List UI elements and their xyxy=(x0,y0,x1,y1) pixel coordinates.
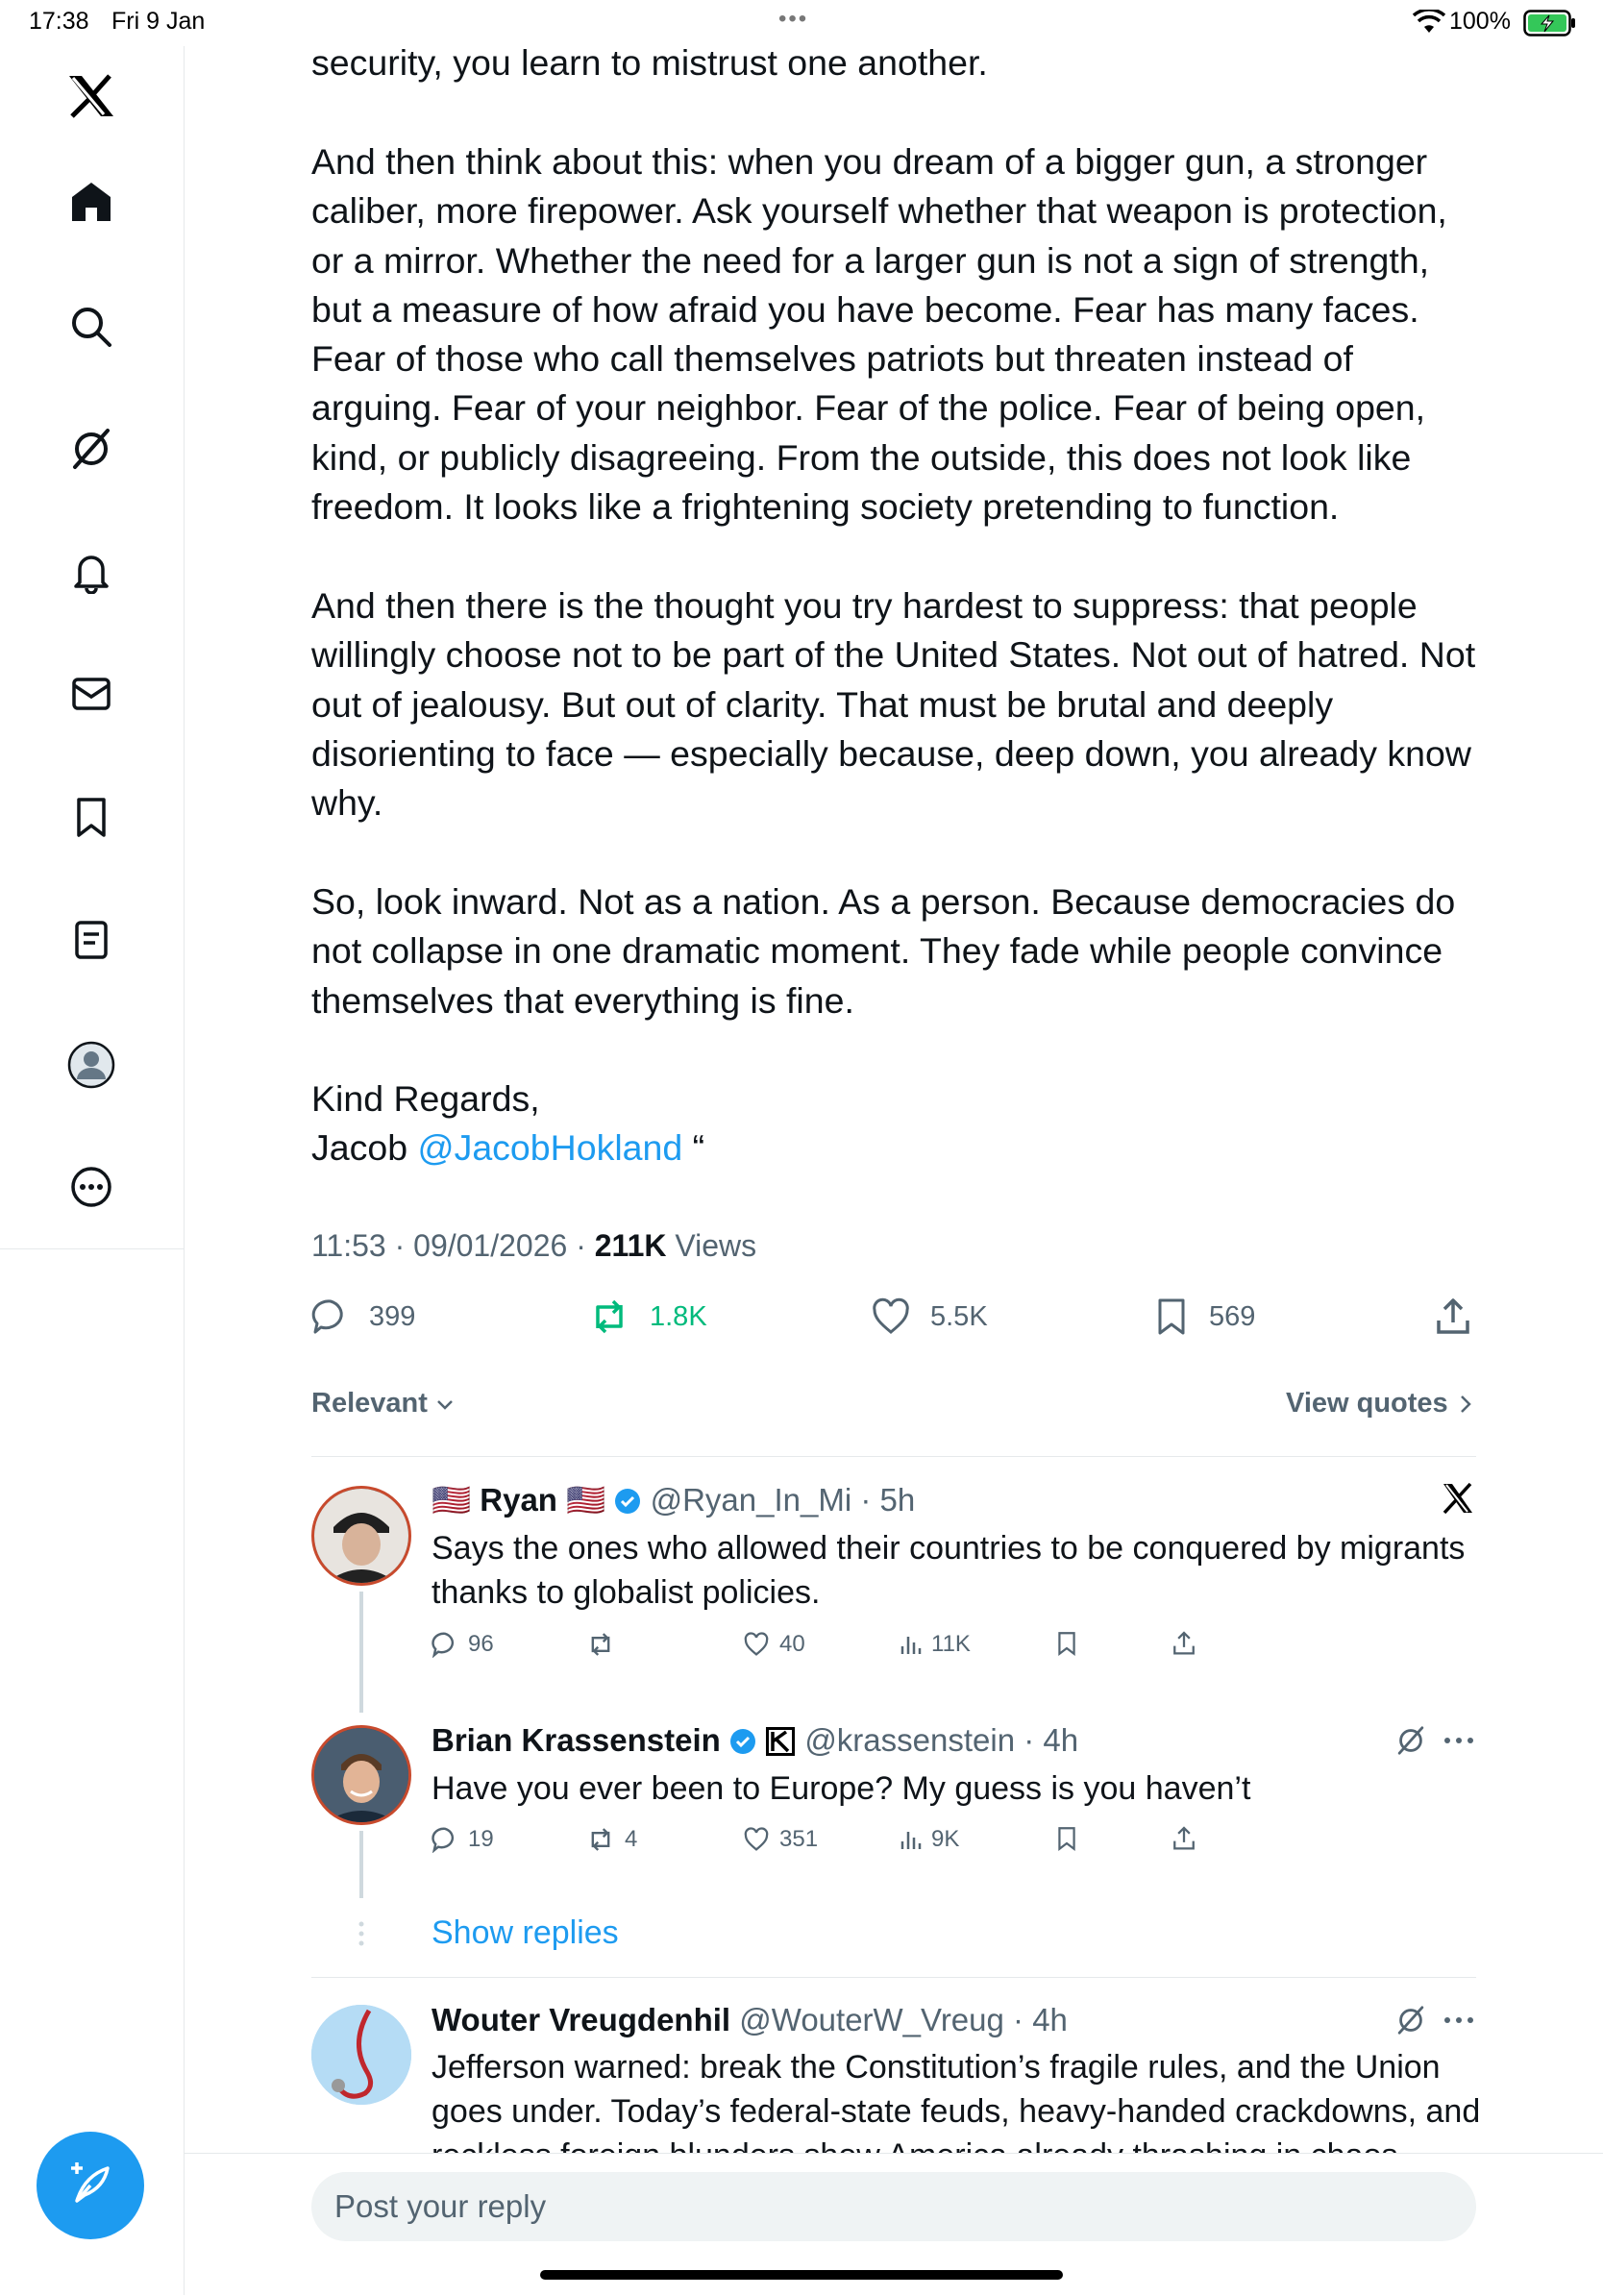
x-logo-icon[interactable] xyxy=(1442,1482,1474,1515)
post-meta: 11:53 · 09/01/2026 · 211K Views xyxy=(311,1228,757,1263)
reply-icon xyxy=(432,1631,458,1658)
view-quotes-label: View quotes xyxy=(1286,1388,1448,1419)
reply-icon xyxy=(432,1826,458,1853)
reply-icon xyxy=(311,1297,350,1336)
reply-views-button[interactable] xyxy=(899,1826,959,1853)
post-date: 09/01/2026 xyxy=(413,1228,568,1263)
reply-like-button[interactable] xyxy=(743,1631,805,1658)
views-icon xyxy=(899,1828,922,1851)
avatar[interactable] xyxy=(311,1725,411,1825)
avatar[interactable] xyxy=(311,2005,411,2105)
reply-bookmark-button[interactable] xyxy=(1055,1631,1078,1656)
battery-charging-icon xyxy=(1523,10,1577,37)
reply-share-button[interactable] xyxy=(1171,1826,1196,1851)
divider xyxy=(311,1456,1476,1457)
home-indicator[interactable] xyxy=(540,2270,1063,2280)
post-paragraph: So, look inward. Not as a nation. As a person. Because democracies do not collapse in one dramatic moment. They fade while people convince themselves that everything is fine. xyxy=(311,881,1456,1021)
battery-percent: 100% xyxy=(1449,8,1511,35)
share-action-button[interactable] xyxy=(1434,1297,1472,1336)
sort-label: Relevant xyxy=(311,1388,428,1419)
compose-feather-icon xyxy=(63,2159,117,2212)
reply-text: Says the ones who allowed their countries to be conquered by migrants thanks to globalist policies. xyxy=(432,1530,1466,1611)
heart-icon xyxy=(871,1297,911,1336)
notifications-icon[interactable] xyxy=(61,541,122,603)
views-count: 9K xyxy=(931,1826,960,1852)
chevron-right-icon xyxy=(1456,1392,1475,1417)
x-logo-icon[interactable] xyxy=(61,65,122,127)
messages-icon[interactable] xyxy=(61,663,122,725)
reply-author-name[interactable]: Ryan xyxy=(480,1482,557,1518)
post-views-count: 211K xyxy=(594,1228,667,1263)
reply-count: 399 xyxy=(369,1300,416,1332)
repost-action-button[interactable] xyxy=(588,1297,707,1336)
post-signature xyxy=(311,1123,1484,1173)
reply-header: Brian Krassenstein @krassenstein · 4h xyxy=(432,1722,1079,1758)
grok-icon[interactable] xyxy=(1395,1725,1426,1756)
compose-post-button[interactable] xyxy=(37,2132,144,2239)
reply-header: 🇺🇸 Ryan 🇺🇸 @Ryan_In_Mi · 5h xyxy=(432,1482,916,1518)
affiliate-badge-icon xyxy=(765,1726,796,1757)
like-count: 351 xyxy=(779,1826,819,1852)
status-time: 17:38 xyxy=(29,8,89,35)
repost-icon xyxy=(586,1826,615,1853)
reply-author-handle[interactable]: @krassenstein xyxy=(804,1722,1016,1758)
post-regards: Kind Regards, xyxy=(311,1078,540,1119)
reply-reply-button[interactable] xyxy=(432,1826,494,1853)
sidebar xyxy=(0,46,185,1249)
bookmark-icon xyxy=(1055,1631,1078,1656)
share-icon xyxy=(1171,1826,1196,1851)
reply-time: 4h xyxy=(1043,1722,1079,1758)
reply-action-button[interactable] xyxy=(311,1297,415,1336)
like-action-button[interactable] xyxy=(871,1297,988,1336)
thread-line xyxy=(359,1831,363,1898)
views-count: 11K xyxy=(931,1631,971,1657)
post-paragraph: And then think about this: when you dream of a bigger gun, a stronger caliber, more firepower. Ask yourself whether that weapon is protection, or a mirror. Whether the need for a larger gun is not a sign of strength, but a measure of how afraid you have become. Fear has many faces. Fear of those who call themselves patriots but threaten instead of arguing. Fear of your neighbor. Fear of the police. Fear of being open, kind, or publicly disagreeing. From the outside, this does not look like freedom. It looks like a frightening society pretending to function. xyxy=(311,141,1447,528)
show-replies-link[interactable]: Show replies xyxy=(432,1914,619,1951)
signature-quote: “ xyxy=(692,1127,705,1168)
bookmarks-icon[interactable] xyxy=(61,786,122,848)
repost-icon xyxy=(588,1297,630,1336)
view-quotes-link[interactable] xyxy=(1286,1388,1475,1420)
avatar[interactable] xyxy=(311,1486,411,1586)
chevron-down-icon xyxy=(433,1393,456,1416)
reply-text: Jefferson warned: break the Constitution’s fragile rules, and the Union goes under. Today’s federal-state feuds, heavy-handed crackdowns, and xyxy=(432,2049,1481,2130)
reply-author-handle[interactable]: @WouterW_Vreug xyxy=(739,2002,1004,2037)
views-icon xyxy=(899,1633,922,1656)
bookmark-count: 569 xyxy=(1209,1300,1256,1332)
lists-icon[interactable] xyxy=(61,909,122,971)
verified-badge-icon xyxy=(729,1728,756,1755)
reply-like-button[interactable] xyxy=(743,1826,818,1853)
reply-views-button[interactable] xyxy=(899,1631,971,1658)
reply-count: 96 xyxy=(468,1631,494,1657)
like-count: 5.5K xyxy=(930,1300,988,1332)
multitask-dots-icon[interactable]: ••• xyxy=(778,6,809,32)
repost-icon xyxy=(586,1631,615,1658)
repost-count: 4 xyxy=(625,1826,638,1852)
thread-dots-icon xyxy=(356,1920,367,1949)
reply-header: Wouter Vreugdenhil @WouterW_Vreug · 4h xyxy=(432,2002,1068,2037)
heart-icon xyxy=(743,1632,770,1657)
share-icon xyxy=(1171,1631,1196,1656)
post-time: 11:53 xyxy=(311,1228,386,1263)
reply-author-handle[interactable]: @Ryan_In_Mi xyxy=(650,1482,852,1518)
sort-dropdown[interactable] xyxy=(311,1388,456,1420)
reply-author-name[interactable]: Wouter Vreugdenhil xyxy=(432,2002,731,2037)
reply-time: 4h xyxy=(1032,2002,1068,2037)
grok-icon[interactable] xyxy=(61,418,122,480)
reply-text: Have you ever been to Europe? My guess is you haven’t xyxy=(432,1770,1251,1807)
post-paragraph: security, you learn to mistrust one another. xyxy=(311,42,988,83)
like-count: 40 xyxy=(779,1631,805,1657)
heart-icon xyxy=(743,1827,770,1852)
search-icon[interactable] xyxy=(61,296,122,358)
signature-name: Jacob xyxy=(311,1127,408,1168)
status-date: Fri 9 Jan xyxy=(111,8,206,35)
more-options-icon[interactable] xyxy=(1443,1736,1474,1745)
reply-time: 5h xyxy=(879,1482,916,1518)
signature-handle-link[interactable]: @JacobHokland xyxy=(417,1127,683,1168)
more-options-icon[interactable] xyxy=(1443,2015,1474,2025)
bookmark-icon xyxy=(1055,1826,1078,1851)
post-views-label: Views xyxy=(675,1228,757,1263)
flag-icon: 🇺🇸 xyxy=(432,1482,472,1518)
home-icon[interactable] xyxy=(61,171,122,233)
reply-author-name[interactable]: Brian Krassenstein xyxy=(432,1722,721,1758)
post-paragraph: And then there is the thought you try hardest to suppress: that people willingly choose not to be part of the United States. Not out of hatred. Not out of jealousy. But out of clarity. That must be brutal and deeply disorienting to face — especially because, deep down, you already know why. xyxy=(311,585,1476,824)
reply-repost-button[interactable] xyxy=(586,1826,637,1853)
reply-repost-button[interactable] xyxy=(586,1631,615,1658)
grok-icon[interactable] xyxy=(1395,2005,1426,2036)
divider xyxy=(311,1977,1476,1978)
flag-icon: 🇺🇸 xyxy=(566,1482,606,1518)
more-icon[interactable] xyxy=(61,1156,122,1218)
reply-count: 19 xyxy=(468,1826,494,1852)
share-icon xyxy=(1434,1297,1472,1336)
reply-bookmark-button[interactable] xyxy=(1055,1826,1078,1851)
reply-input[interactable] xyxy=(311,2172,1476,2241)
reply-share-button[interactable] xyxy=(1171,1631,1196,1656)
thread-line xyxy=(359,1592,363,1713)
wifi-icon xyxy=(1413,10,1445,35)
profile-avatar-icon[interactable] xyxy=(61,1034,122,1096)
bookmark-icon xyxy=(1153,1297,1190,1336)
verified-badge-icon xyxy=(614,1488,641,1515)
reply-reply-button[interactable] xyxy=(432,1631,494,1658)
repost-count: 1.8K xyxy=(650,1300,707,1332)
bookmark-action-button[interactable] xyxy=(1153,1297,1255,1336)
